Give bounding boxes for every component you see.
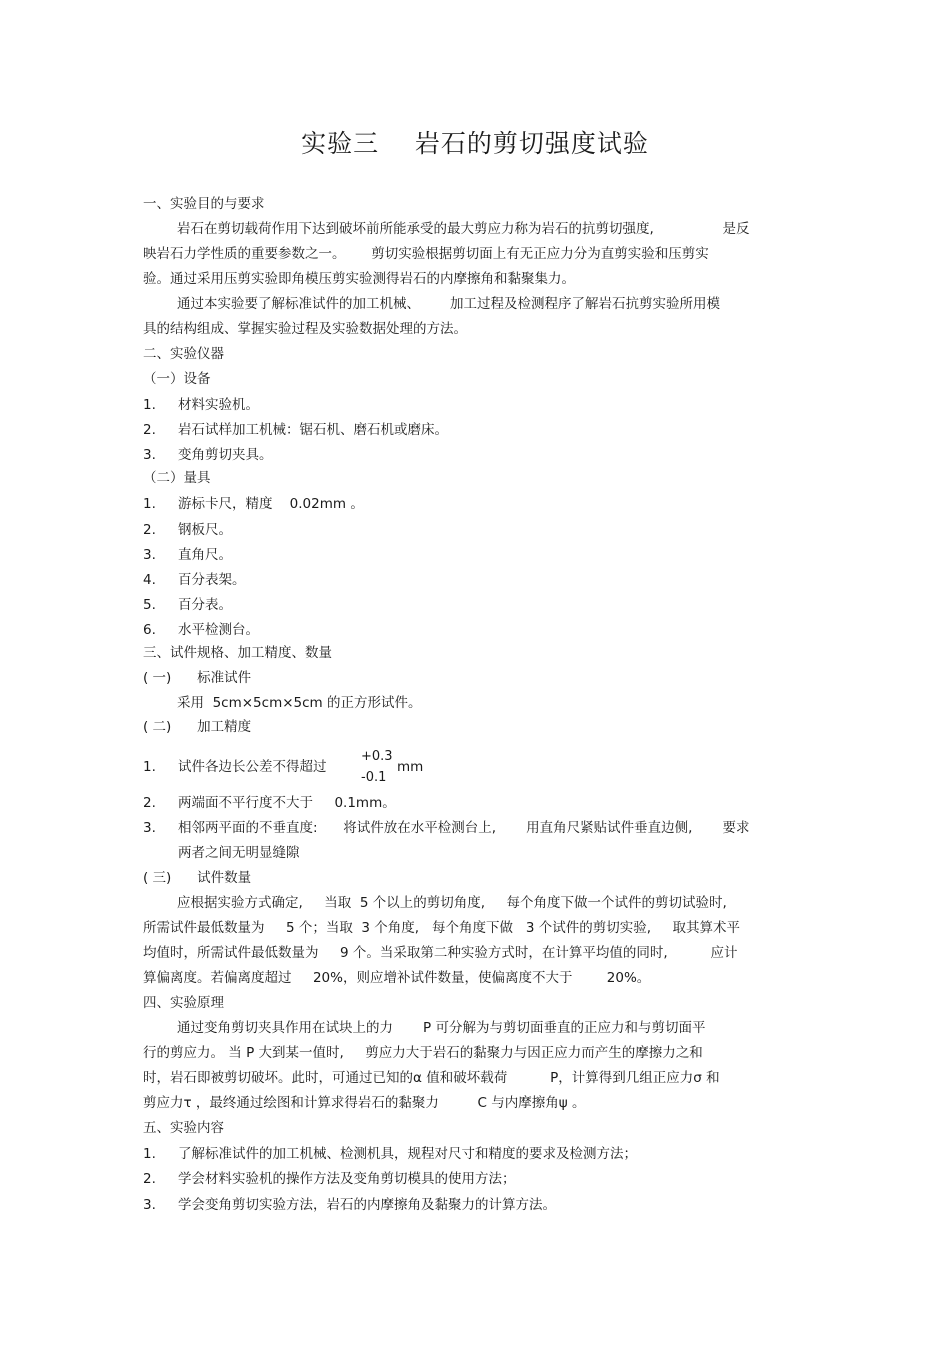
subheading-quantity: ( 三) 试件数量 bbox=[143, 870, 252, 886]
subheading-standard-specimen: ( 一) 标准试件 bbox=[143, 670, 252, 686]
list-item-number: 3. bbox=[143, 820, 156, 836]
paragraph-line: 所需试件最低数量为 5 个；当取 3 个角度, 每个角度下做 3 个试件的剪切实验, 取其算术平 bbox=[143, 920, 740, 936]
list-item-number: 3. bbox=[143, 547, 156, 563]
list-item-number: 2. bbox=[143, 795, 156, 811]
list-item-text: 试件各边长公差不得超过 bbox=[178, 759, 327, 775]
paragraph-line: 映岩石力学性质的重要参数之一。 剪切实验根据剪切面上有无正应力分为直剪实验和压剪实 bbox=[143, 246, 709, 262]
list-item-number: 1. bbox=[143, 397, 156, 413]
list-item-text: 学会材料实验机的操作方法及变角剪切模具的使用方法； bbox=[178, 1171, 516, 1187]
list-item-number: 5. bbox=[143, 597, 156, 613]
list-item-number: 3. bbox=[143, 447, 156, 463]
paragraph-line: 均值时，所需试件最低数量为 9 个。当采取第二种实验方式时，在计算平均值的同时, 应计 bbox=[143, 945, 738, 961]
section-heading-content: 五、实验内容 bbox=[143, 1120, 224, 1136]
paragraph-line: 通过本实验要了解标准试件的加工机械、 加工过程及检测程序了解岩石抗剪实验所用模 bbox=[177, 296, 721, 312]
tolerance-unit: mm bbox=[397, 759, 424, 775]
list-item-text: 直角尺。 bbox=[178, 547, 232, 563]
paragraph-line: 岩石在剪切载荷作用下达到破坏前所能承受的最大剪应力称为岩石的抗剪切强度, 是反 bbox=[177, 221, 750, 237]
list-item-number: 6. bbox=[143, 622, 156, 638]
tolerance-upper: +0.3 bbox=[361, 749, 393, 764]
list-item-number: 1. bbox=[143, 496, 156, 512]
list-item-number: 2. bbox=[143, 422, 156, 438]
list-item-number: 2. bbox=[143, 522, 156, 538]
list-item-text: 百分表架。 bbox=[178, 572, 246, 588]
paragraph-line: 时，岩石即被剪切破坏。此时，可通过已知的α 值和破坏载荷 P，计算得到几组正应力σ 和 bbox=[143, 1070, 720, 1086]
list-item-text: 学会变角剪切实验方法，岩石的内摩擦角及黏聚力的计算方法。 bbox=[178, 1197, 556, 1213]
list-item-text: 了解标准试件的加工机械、检测机具，规程对尺寸和精度的要求及检测方法； bbox=[178, 1146, 637, 1162]
list-item-text: 两端面不平行度不大于 0.1mm。 bbox=[178, 795, 396, 811]
list-item-text: 相邻两平面的不垂直度: 将试件放在水平检测台上, 用直角尺紧贴试件垂直边侧, 要求 bbox=[178, 820, 750, 836]
list-item-number: 1. bbox=[143, 759, 156, 775]
paragraph-line: 应根据实验方式确定, 当取 5 个以上的剪切角度, 每个角度下做一个试件的剪切试验时, bbox=[177, 895, 727, 911]
section-heading-purpose: 一、实验目的与要求 bbox=[143, 196, 265, 212]
paragraph-line: 剪应力τ ，最终通过绘图和计算求得岩石的黏聚力 C 与内摩擦角ψ 。 bbox=[143, 1095, 586, 1111]
list-item-text: 游标卡尺，精度 0.02mm 。 bbox=[178, 496, 364, 512]
list-item-text: 百分表。 bbox=[178, 597, 232, 613]
list-item-number: 4. bbox=[143, 572, 156, 588]
paragraph-line: 行的剪应力。 当 P 大到某一值时, 剪应力大于岩石的黏聚力与因正应力而产生的摩擦力之和 bbox=[143, 1045, 703, 1061]
subheading-precision: ( 二) 加工精度 bbox=[143, 719, 252, 735]
section-heading-specimen: 三、试件规格、加工精度、数量 bbox=[143, 645, 332, 661]
section-heading-instruments: 二、实验仪器 bbox=[143, 346, 224, 362]
section-heading-principle: 四、实验原理 bbox=[143, 995, 224, 1011]
list-item-number: 2. bbox=[143, 1171, 156, 1187]
list-item-text: 材料实验机。 bbox=[178, 397, 259, 413]
list-item-text: 岩石试样加工机械：锯石机、磨石机或磨床。 bbox=[178, 422, 448, 438]
list-item-text: 两者之间无明显缝隙 bbox=[178, 845, 300, 861]
tolerance-lower: -0.1 bbox=[361, 770, 387, 785]
paragraph-line: 通过变角剪切夹具作用在试块上的力 P 可分解为与剪切面垂直的正应力和与剪切面平 bbox=[177, 1020, 706, 1036]
list-item-number: 1. bbox=[143, 1146, 156, 1162]
list-item-text: 钢板尺。 bbox=[178, 522, 232, 538]
list-item-text: 水平检测台。 bbox=[178, 622, 259, 638]
list-item-text: 变角剪切夹具。 bbox=[178, 447, 273, 463]
list-item-number: 3. bbox=[143, 1197, 156, 1213]
subheading-equipment: （一）设备 bbox=[143, 371, 211, 387]
document-title: 实验三 岩石的剪切强度试验 bbox=[301, 129, 649, 158]
paragraph-line: 具的结构组成、掌握实验过程及实验数据处理的方法。 bbox=[143, 321, 467, 337]
paragraph-line: 算偏离度。若偏离度超过 20%，则应增补试件数量，使偏离度不大于 20%。 bbox=[143, 970, 651, 986]
paragraph-line: 验。通过采用压剪实验即角模压剪实验测得岩石的内摩擦角和黏聚集力。 bbox=[143, 271, 575, 287]
paragraph-line: 采用 5cm×5cm×5cm 的正方形试件。 bbox=[177, 695, 422, 711]
subheading-tools: （二）量具 bbox=[143, 470, 211, 486]
